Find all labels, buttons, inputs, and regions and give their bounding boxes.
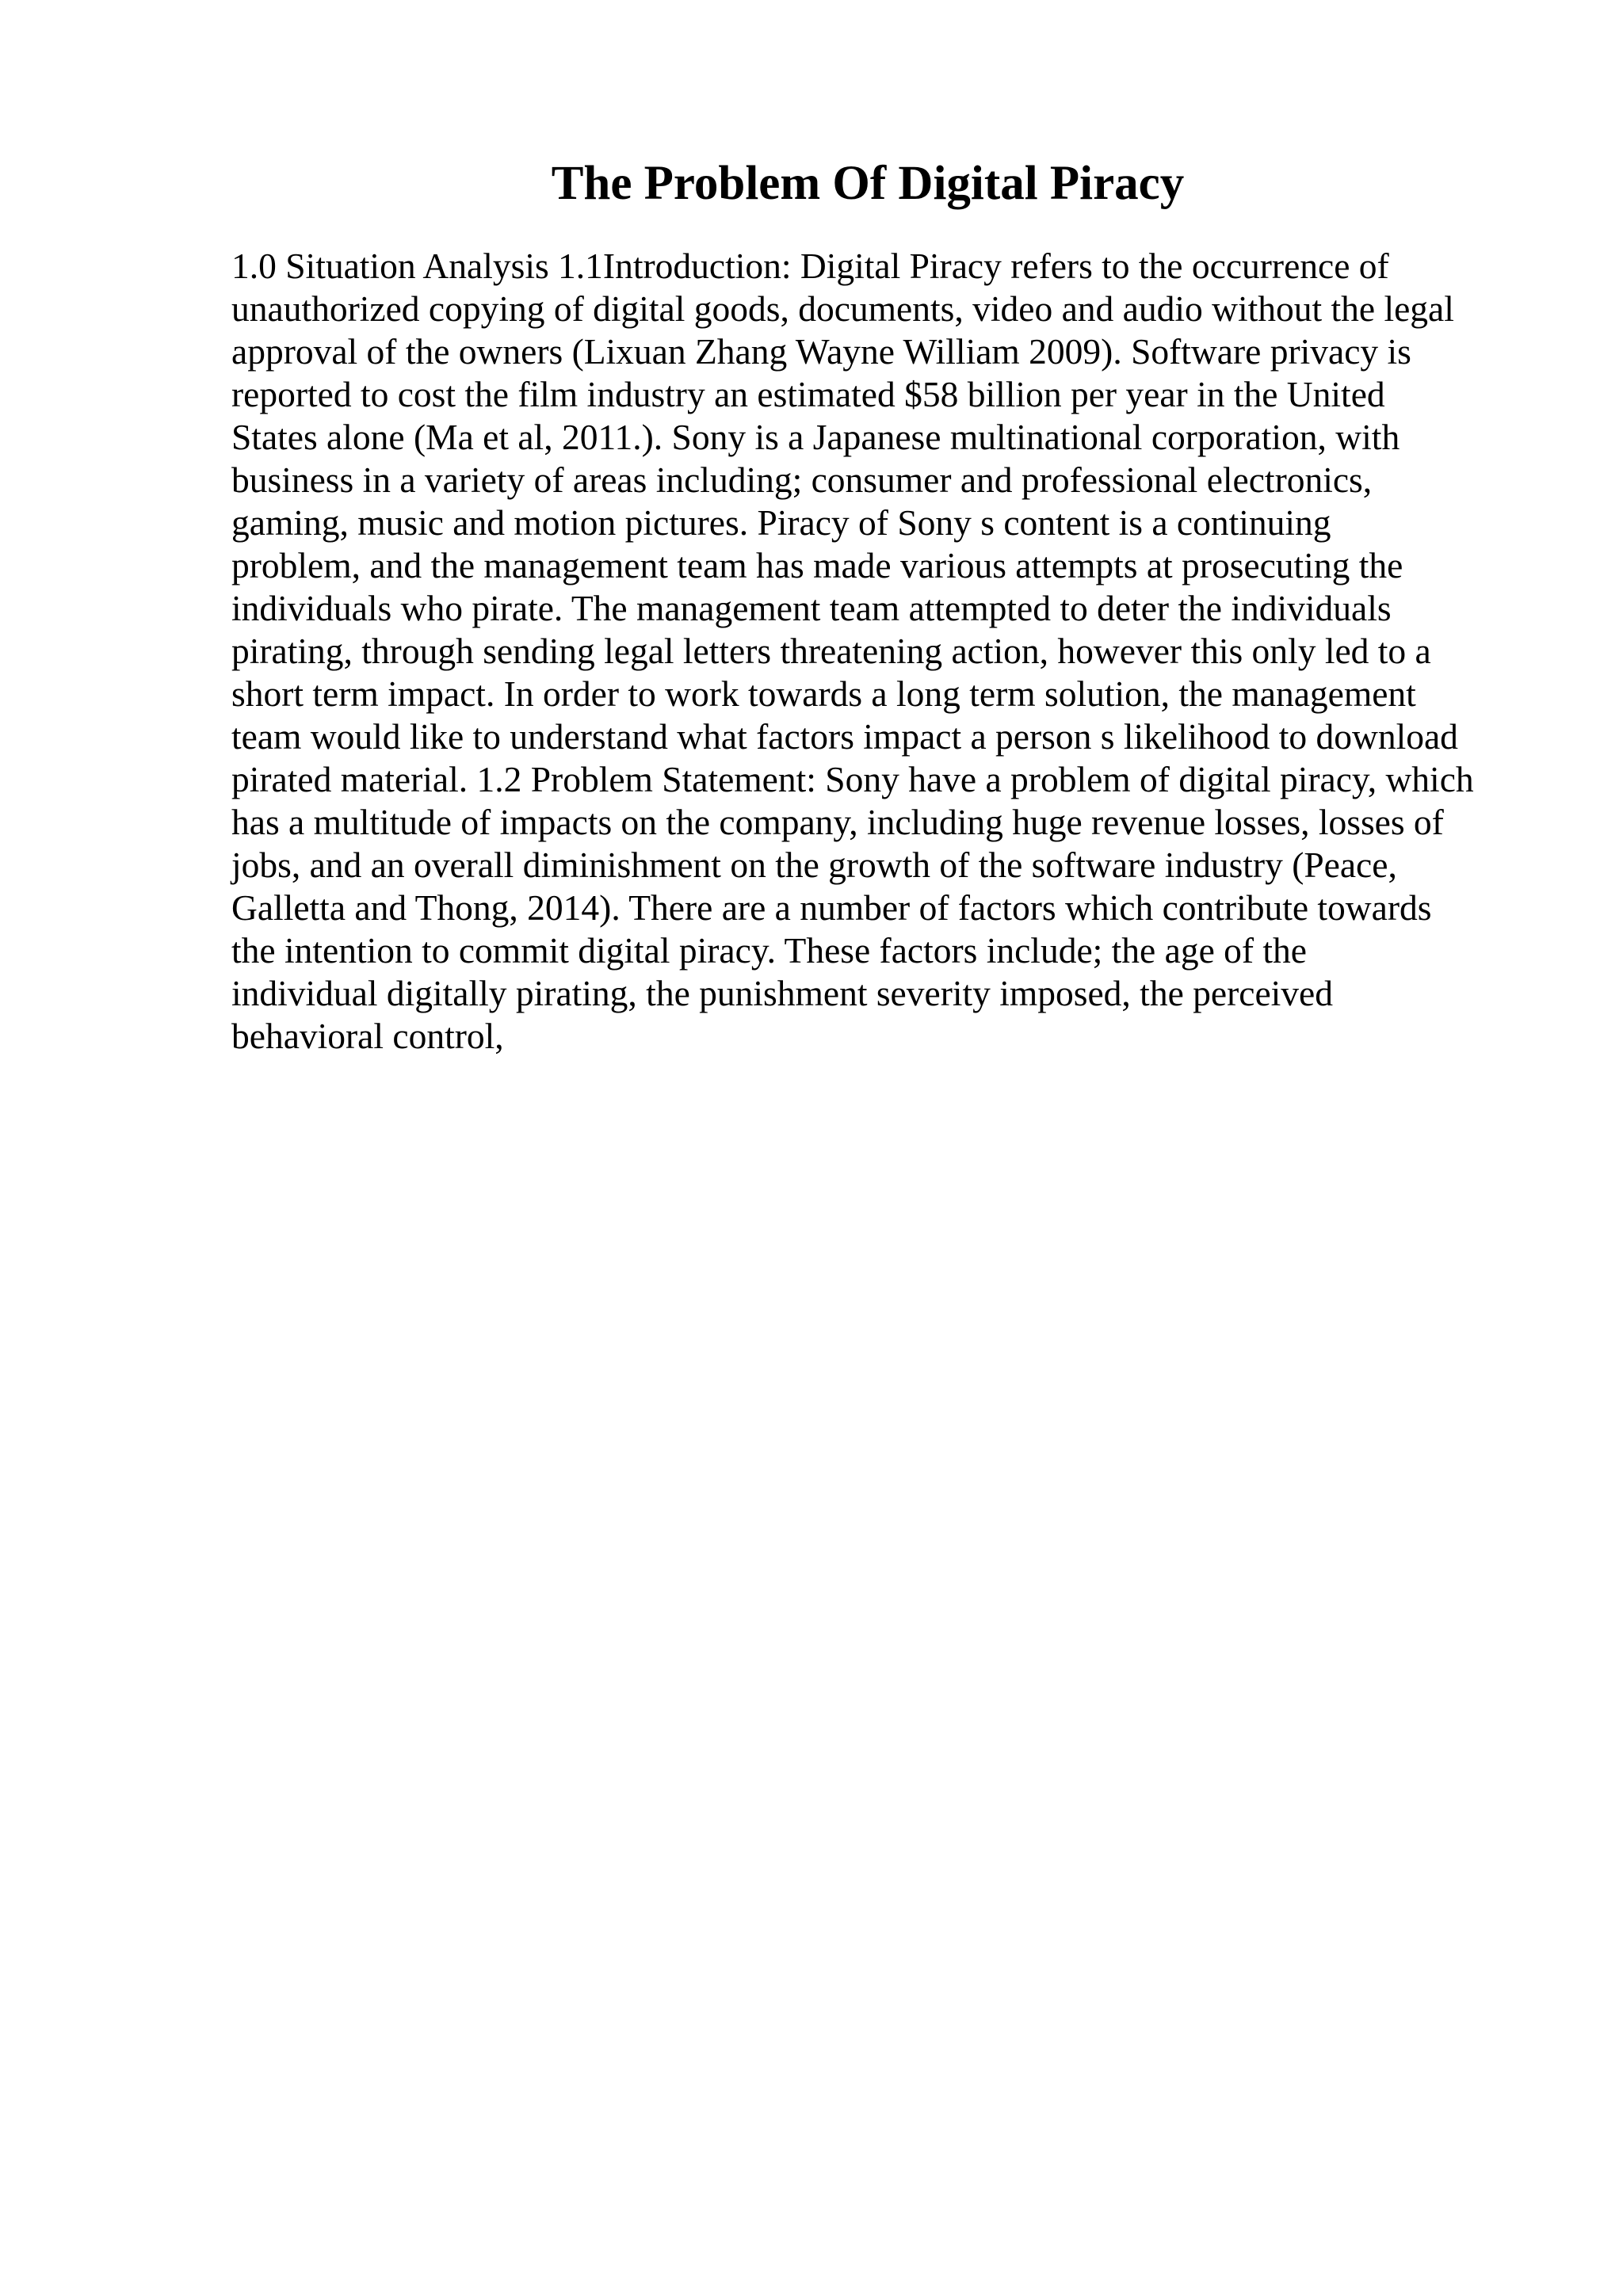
text-line: gaming, music and motion pictures. Piracy of Sony s content is a continuing — [231, 502, 1331, 543]
text-line: individuals who pirate. The management team attempted to deter the individuals — [231, 588, 1392, 628]
text-line: individual digitally pirating, the punishment severity imposed, the perceived — [231, 973, 1333, 1013]
text-line: has a multitude of impacts on the company, including huge revenue losses, losses of — [231, 802, 1444, 842]
text-line: jobs, and an overall diminishment on the growth of the software industry (Peace, — [231, 845, 1397, 885]
text-line: team would like to understand what factors impact a person s likelihood to download — [231, 716, 1458, 757]
text-line: pirating, through sending legal letters threatening action, however this only led to a — [231, 631, 1431, 671]
body-paragraph — [231, 245, 1515, 1058]
text-line: pirated material. 1.2 Problem Statement: Sony have a problem of digital piracy, which — [231, 759, 1474, 799]
document-title: The Problem Of Digital Piracy — [551, 157, 1185, 210]
text-line: Galletta and Thong, 2014). There are a number of factors which contribute towards — [231, 887, 1432, 928]
text-line: behavioral control, — [231, 1016, 504, 1056]
text-line: short term impact. In order to work towards a long term solution, the management — [231, 673, 1416, 714]
text-line: approval of the owners (Lixuan Zhang Wayne William 2009). Software privacy is — [231, 331, 1411, 372]
text-line: 1.0 Situation Analysis 1.1Introduction: Digital Piracy refers to the occurrence of — [231, 246, 1389, 286]
text-line: the intention to commit digital piracy. These factors include; the age of the — [231, 930, 1308, 971]
text-line: problem, and the management team has made various attempts at prosecuting the — [231, 545, 1403, 585]
text-line: business in a variety of areas including; consumer and professional electronics, — [231, 460, 1373, 500]
text-line: States alone (Ma et al, 2011.). Sony is a Japanese multinational corporation, with — [231, 417, 1400, 457]
text-line: reported to cost the film industry an estimated $58 billion per year in the United — [231, 374, 1385, 414]
text-line: unauthorized copying of digital goods, documents, video and audio without the legal — [231, 288, 1454, 329]
